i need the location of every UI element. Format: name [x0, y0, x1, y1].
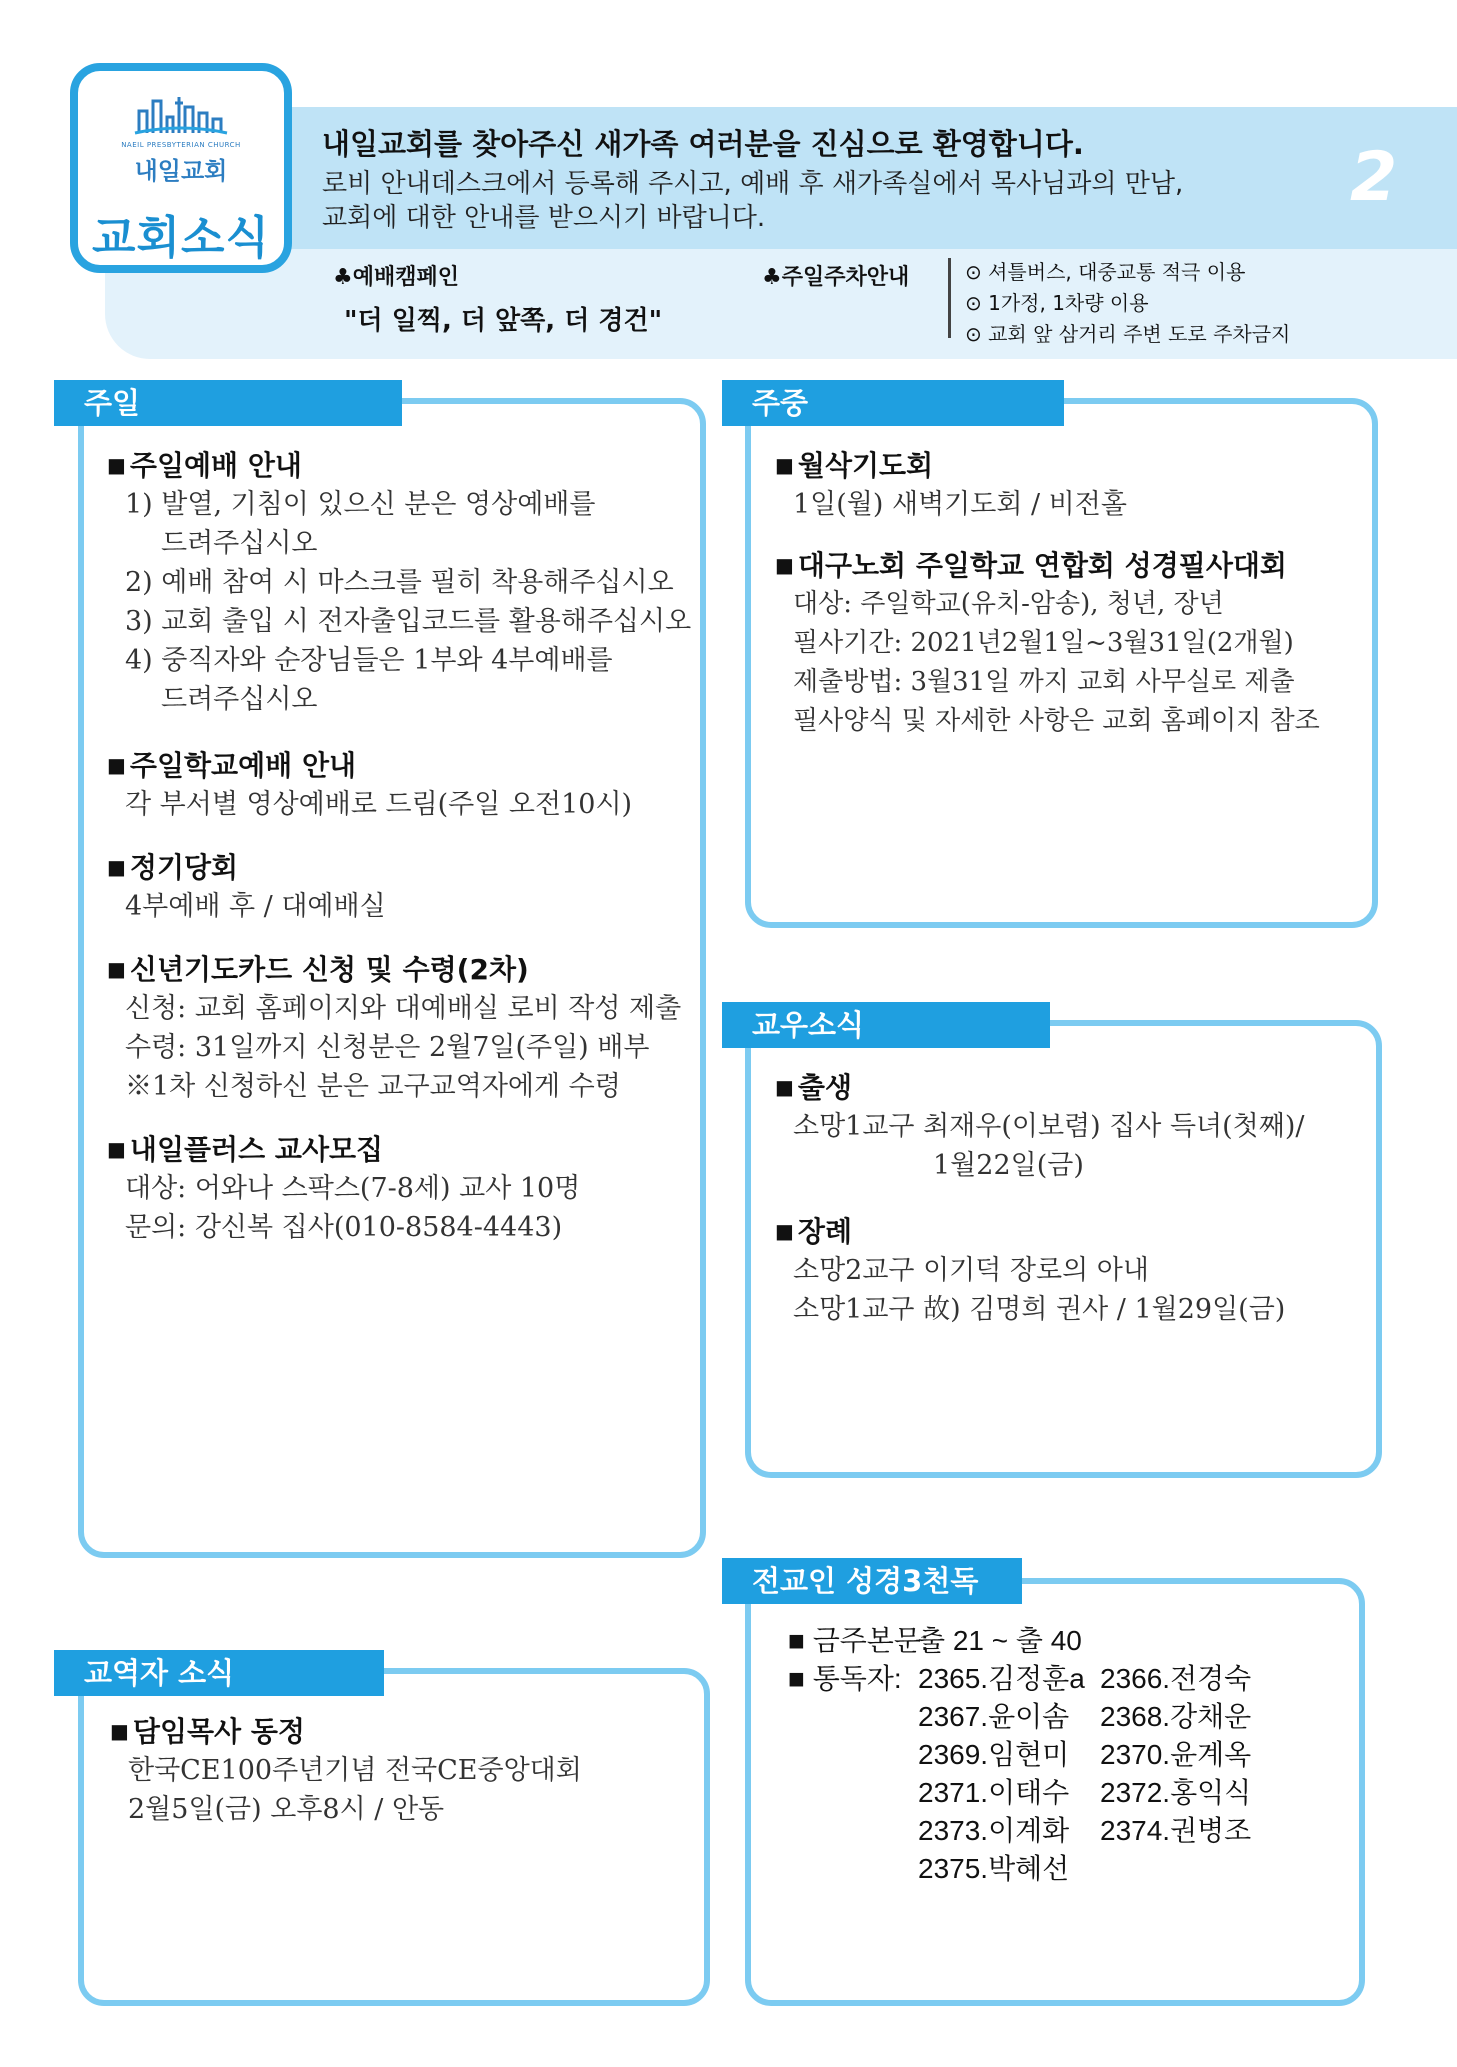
bullet-square-icon: ■: [775, 553, 794, 577]
section-title: 장례: [797, 1215, 853, 1248]
reader-name: 2368.강채운: [1100, 1701, 1252, 1732]
text-line: 4부예배 후 / 대예배실: [125, 891, 386, 922]
ministers-news-tab: 교역자 소식: [54, 1650, 384, 1696]
text-line: 3) 교회 출입 시 전자출입코드를 활용해주십시오: [125, 606, 692, 637]
section-title: 월삭기도회: [797, 449, 934, 482]
members-news-tab: 교우소식: [722, 1002, 1050, 1048]
section-title: 주일예배 안내: [129, 449, 302, 482]
text-line: 드려주십시오: [161, 684, 318, 715]
reader-name: 2374.권병조: [1100, 1815, 1252, 1846]
campaign-slogan: "더 일찍, 더 앞쪽, 더 경건": [344, 306, 663, 336]
campaign-title: ♣예배캠페인: [333, 265, 459, 290]
bullet-square-icon: ■: [775, 1219, 794, 1243]
reader-name: 2367.윤이솜: [918, 1701, 1070, 1732]
bible-reading-list: [788, 1622, 1251, 1888]
bible-reading-tab: 전교인 성경3천독: [722, 1558, 1022, 1604]
section-title: 대구노회 주일학교 연합회 성경필사대회: [797, 549, 1287, 582]
text-line: 4) 중직자와 순장님들은 1부와 4부예배를: [125, 645, 613, 676]
section: [107, 446, 691, 719]
reader-name: 2372.홍익식: [1100, 1777, 1252, 1808]
reader-name: 2365.김정훈a: [918, 1663, 1085, 1694]
bullet-square-icon: ■: [107, 1137, 126, 1161]
section-title: 출생: [797, 1071, 853, 1104]
text-line: 소망1교구 故) 김명희 권사 / 1월29일(금): [793, 1294, 1286, 1325]
parking-list: [965, 257, 1290, 350]
church-building-icon: [133, 93, 229, 139]
section: [775, 1068, 1304, 1185]
reader-name: 2369.임현미: [918, 1739, 1070, 1770]
bullet-square-icon: ■: [107, 957, 126, 981]
section-title: 정기당회: [129, 851, 239, 884]
section: [775, 446, 1127, 524]
section: [107, 746, 632, 824]
welcome-line: 로비 안내데스크에서 등록해 주시고, 예배 후 새가족실에서 목사님과의 만남,: [322, 169, 1184, 199]
text-line: 제출방법: 3월31일 까지 교회 사무실로 제출: [793, 667, 1295, 697]
section: [107, 1130, 580, 1247]
bullet-square-icon: ■: [107, 855, 126, 879]
text-line: 신청: 교회 홈페이지와 대예배실 로비 작성 제출: [125, 993, 682, 1024]
text-line: 1월22일(금): [933, 1150, 1084, 1181]
section: [775, 546, 1320, 741]
bullet-square-icon: ■: [110, 1719, 129, 1743]
section-title: 담임목사 동정: [132, 1715, 305, 1748]
section: [775, 1212, 1285, 1329]
welcome-line: 교회에 대한 안내를 받으시기 바랍니다.: [322, 203, 766, 233]
bullet-square-icon: ■: [107, 453, 126, 477]
text-line: 대상: 주일학교(유치-암송), 청년, 장년: [793, 589, 1224, 619]
logo-english-text: NAEIL PRESBYTERIAN CHURCH: [121, 141, 241, 149]
page-number: 2: [1350, 138, 1398, 217]
text-line: 소망2교구 이기덕 장로의 아내: [793, 1255, 1149, 1286]
section: [107, 950, 681, 1106]
reader-name: 2373.이계화: [918, 1815, 1070, 1846]
text-line: 1) 발열, 기침이 있으신 분은 영상예배를: [125, 489, 596, 520]
text-line: 1일(월) 새벽기도회 / 비전홀: [793, 489, 1127, 520]
list-item: ⊙ 1가정, 1차량 이용: [965, 291, 1149, 315]
page-title: 교회소식: [92, 211, 270, 264]
section: [110, 1712, 582, 1829]
text-line: 2월5일(금) 오후8시 / 안동: [128, 1794, 445, 1825]
text-line: 각 부서별 영상예배로 드림(주일 오전10시): [125, 789, 633, 820]
text-line: 한국CE100주년기념 전국CE중앙대회: [128, 1755, 582, 1786]
text-line: 수령: 31일까지 신청분은 2월7일(주일) 배부: [125, 1032, 650, 1063]
text-line: ※1차 신청하신 분은 교구교역자에게 수령: [125, 1071, 621, 1102]
reader-name: 2375.박혜선: [918, 1853, 1070, 1884]
text-line: 필사양식 및 자세한 사항은 교회 홈페이지 참조: [793, 706, 1320, 736]
reader-name: 2366.전경숙: [1100, 1663, 1252, 1694]
passage-label: ■ 금주본문:: [788, 1625, 929, 1656]
parking-title: ♣주일주차안내: [762, 265, 910, 290]
welcome-heading: 내일교회를 찾아주신 새가족 여러분을 진심으로 환영합니다.: [322, 127, 1084, 161]
text-line: 소망1교구 최재우(이보렴) 집사 득녀(첫째)/: [793, 1111, 1305, 1142]
list-item: ⊙ 셔틀버스, 대중교통 적극 이용: [965, 260, 1246, 284]
section-title: 내일플러스 교사모집: [129, 1133, 384, 1166]
text-line: 2) 예배 참여 시 마스크를 필히 착용해주십시오: [125, 567, 674, 598]
reader-name: 2370.윤계옥: [1100, 1739, 1252, 1770]
bullet-square-icon: ■: [107, 753, 126, 777]
reader-name: 2371.이태수: [918, 1777, 1070, 1808]
divider: [948, 258, 951, 338]
church-logo: [70, 63, 292, 273]
section-title: 신년기도카드 신청 및 수령(2차): [129, 953, 529, 986]
sunday-tab: 주일: [54, 380, 402, 426]
weekday-tab: 주중: [722, 380, 1064, 426]
text-line: 대상: 어와나 스팍스(7-8세) 교사 10명: [125, 1173, 581, 1204]
section-title: 주일학교예배 안내: [129, 749, 357, 782]
logo-church-name: 내일교회: [134, 157, 228, 185]
text-line: 문의: 강신복 집사(010-8584-4443): [125, 1212, 563, 1243]
list-item: ⊙ 교회 앞 삼거리 주변 도로 주차금지: [965, 322, 1291, 346]
readers-label: ■ 통독자:: [788, 1663, 902, 1694]
bullet-square-icon: ■: [775, 453, 794, 477]
passage-range: 출 21 ~ 출 40: [918, 1625, 1082, 1656]
bullet-square-icon: ■: [775, 1075, 794, 1099]
text-line: 드려주십시오: [161, 528, 318, 559]
text-line: 필사기간: 2021년2월1일~3월31일(2개월): [793, 628, 1294, 658]
section: [107, 848, 386, 926]
